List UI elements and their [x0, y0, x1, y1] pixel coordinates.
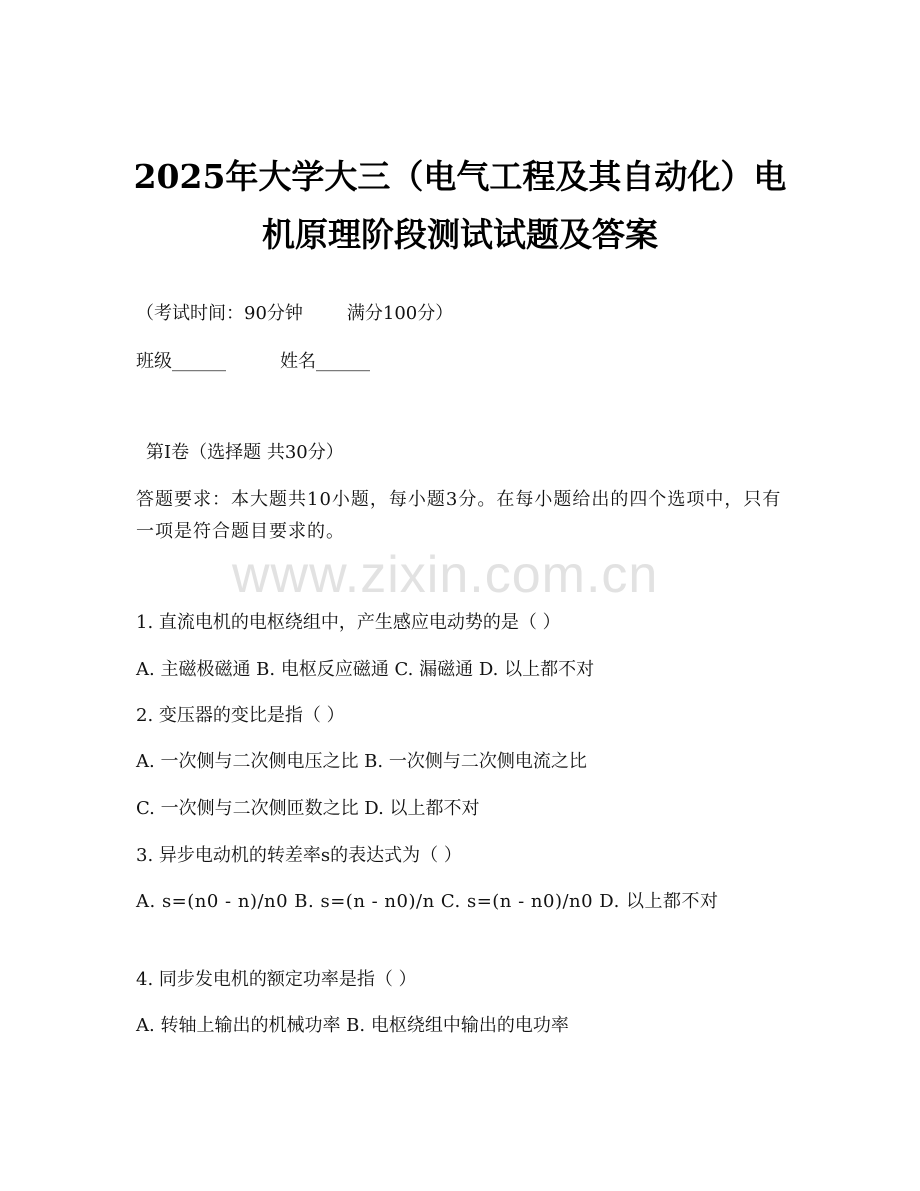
question-4-stem: 4. 同步发电机的额定功率是指（ ） — [136, 969, 417, 990]
question-3-stem: 3. 异步电动机的转差率s的表达式为（ ） — [136, 845, 462, 866]
instructions: 答题要求：本大题共10小题，每小题3分。在每小题给出的四个选项中，只有一项是符合题目要求的。 — [136, 489, 782, 542]
exam-info — [136, 298, 786, 330]
title-line-1: 2025年大学大三（电气工程及其自动化）电 — [133, 157, 787, 196]
question-2-options-2: C. 一次侧与二次侧匝数之比 D. 以上都不对 — [136, 798, 480, 819]
question-3-options: A. s=(n0 - n)/n0 B. s=(n - n0)/n C. s=(n - n0)/n0 D. 以上都不对 — [136, 891, 719, 912]
document-title — [100, 148, 820, 264]
class-field: 班级______ — [136, 351, 226, 372]
student-info — [136, 346, 786, 378]
question-2-options-1: A. 一次侧与二次侧电压之比 B. 一次侧与二次侧电流之比 — [136, 751, 587, 772]
title-line-2: 机原理阶段测试试题及答案 — [262, 215, 658, 254]
exam-time: （考试时间：90分钟 — [136, 303, 303, 324]
section-title: 第I卷（选择题 共30分） — [146, 442, 344, 463]
question-1-stem: 1. 直流电机的电枢绕组中，产生感应电动势的是（ ） — [136, 612, 561, 633]
full-score: 满分100分） — [346, 303, 454, 324]
question-1-options: A. 主磁极磁通 B. 电枢反应磁通 C. 漏磁通 D. 以上都不对 — [136, 659, 595, 680]
watermark: www.zixin.com.cn — [232, 546, 659, 604]
question-2-stem: 2. 变压器的变比是指（ ） — [136, 705, 345, 726]
name-field: 姓名______ — [280, 351, 370, 372]
question-4-options: A. 转轴上输出的机械功率 B. 电枢绕组中输出的电功率 — [136, 1015, 569, 1036]
